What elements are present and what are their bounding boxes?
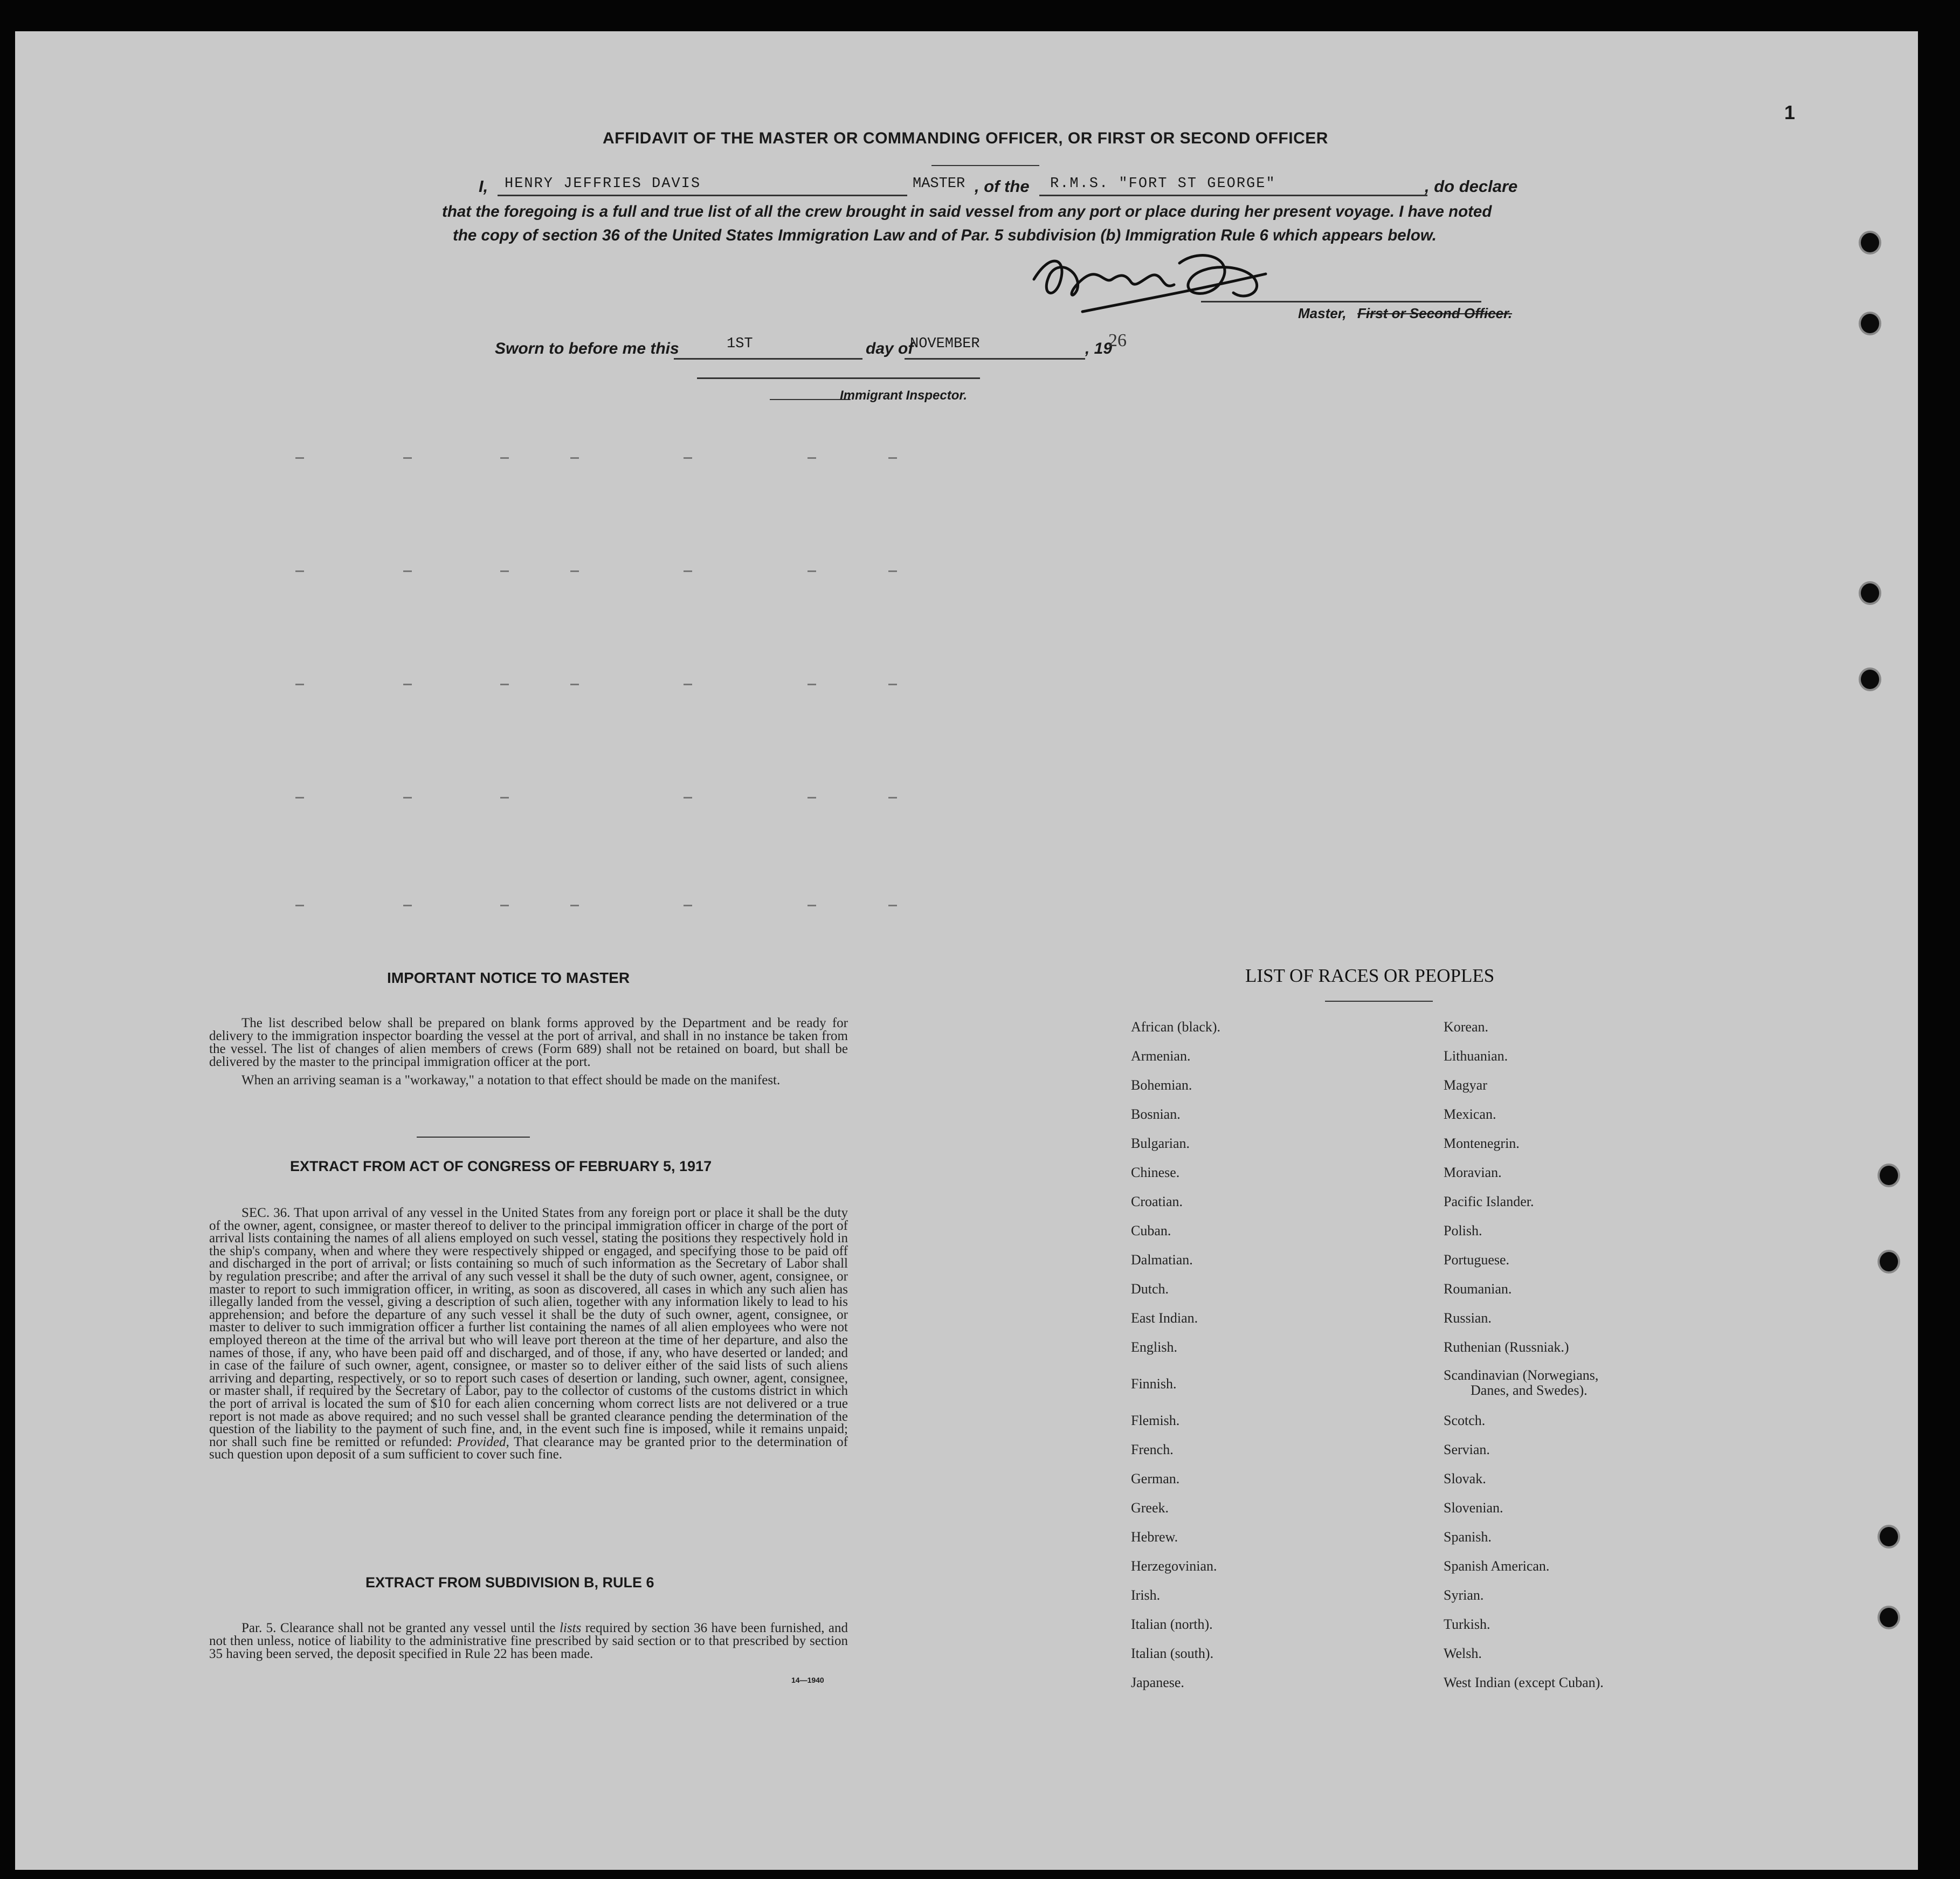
signature-underline (1201, 301, 1481, 302)
race-left-item: Bosnian. (1131, 1106, 1181, 1122)
race-right-item: Mexican. (1444, 1106, 1496, 1122)
month-value: NOVEMBER (910, 336, 980, 352)
vessel-name-value: R.M.S. "FORT ST GEORGE" (1050, 176, 1276, 192)
declaration-line-3: the copy of section 36 of the United States Immigration Law and of Par. 5 subdivision (b) Immigration Rule 6 which appears below. (453, 226, 1437, 244)
declaration-line-2: that the foregoing is a full and true list of all the crew brought in said vessel from any port or place during her present voyage. I have noted (442, 203, 1492, 221)
race-right-item: Pacific Islander. (1444, 1194, 1534, 1209)
race-left-item: Hebrew. (1131, 1529, 1178, 1545)
extract-rule-heading: EXTRACT FROM SUBDIVISION B, RULE 6 (365, 1574, 654, 1591)
par5-text-end: required by section 36 have been furnished, and not then unless, notice of liability to the administrative fine prescribed by said section or to that prescribed by section 35 having been served, the deposit specified in Rule 22 has been made. (209, 1621, 848, 1661)
binder-hole (1859, 581, 1881, 605)
race-right-item: Magyar (1444, 1077, 1487, 1093)
race-left-item: East Indian. (1131, 1310, 1198, 1326)
race-right-item: Spanish American. (1444, 1558, 1550, 1574)
race-left-item: Japanese. (1131, 1675, 1184, 1690)
binder-hole (1859, 667, 1881, 691)
master-name-value: HENRY JEFFRIES DAVIS (505, 176, 701, 192)
form-number: 14—1940 (791, 1676, 824, 1684)
inspector-label: Immigrant Inspector. (840, 388, 968, 403)
race-right-item: Slovak. (1444, 1471, 1486, 1486)
race-right-item: Lithuanian. (1444, 1048, 1508, 1064)
page-number: 1 (1784, 101, 1796, 123)
binder-hole (1859, 312, 1881, 335)
race-left-item: Herzegovinian. (1131, 1558, 1217, 1574)
races-heading-rule (1325, 1001, 1433, 1002)
race-left-item: English. (1131, 1339, 1177, 1355)
race-left-item: Greek. (1131, 1500, 1169, 1516)
document-page (15, 31, 1918, 1870)
races-heading: LIST OF RACES OR PEOPLES (1245, 965, 1495, 986)
rank-value: MASTER (913, 176, 965, 192)
section-36-text: SEC. 36. That upon arrival of any vessel in the United States from any foreign port or place it shall be the duty of the owner, agent, consignee, or master thereof to deliver to the principal immigration officer in charge of the port of arrival lists containing the names of all aliens employed on such vessel, stating the positions they respectively hold in the ship's company, when and where they were respectively shipped or engaged, and specifying those to be paid off and discharged in the port of arrival; or lists containing so much of such information as the Secretary of Labor shall by regulation prescribe; and after the arrival of any such vessel it shall be the duty of such owner, agent, consignee, or master to report to such immigration officer, in writing, as soon as discovered, all cases in which any such alien has illegally landed from the vessel, giving a description of such alien, together with any information likely to lead to his apprehension; and before the departure of any such vessel it shall be the duty of such owner, agent, consignee, or master to deliver to such immigration officer a further list containing the names of all alien employees who were not employed thereon at the time of the arrival but who will leave port thereon at the time of her departure, and also the names of those, if any, who have been paid off and discharged, and of those, if any, who have deserted or landed; and in case of the failure of such owner, agent, consignee, or master so to deliver either of the said lists of such aliens arriving and departing, respectively, or so to report such cases of desertion or landing, such owner, agent, consignee, or master shall, if required by the Secretary of Labor, pay to the collector of customs of the customs district in which the port of arrival is located the sum of $10 for each alien concerning whom correct lists are not delivered or a true report is not made as above required; and no such vessel shall be granted clearance pending the determination of the question of the liability to the payment of such fine, and, in the event such fine is imposed, while it remains unpaid; nor shall such fine be remitted or refunded: (209, 1206, 848, 1449)
race-right-item: Polish. (1444, 1223, 1482, 1238)
lists-word: lists (559, 1621, 582, 1635)
race-left-item: Italian (south). (1131, 1646, 1214, 1661)
race-left-item: Dutch. (1131, 1281, 1169, 1297)
race-left-item: French. (1131, 1442, 1174, 1457)
proviso-word: Provided, (457, 1434, 509, 1449)
race-left-item: Chinese. (1131, 1165, 1180, 1180)
master-label: Master, (1298, 305, 1347, 321)
day-value: 1ST (727, 336, 753, 352)
race-right-item: Servian. (1444, 1442, 1490, 1457)
binder-hole (1878, 1164, 1900, 1187)
sworn-label: Sworn to before me this (495, 340, 679, 357)
race-right-item: Moravian. (1444, 1165, 1502, 1180)
race-left-item: German. (1131, 1471, 1180, 1486)
race-right-item-continued: Danes, and Swedes). (1471, 1382, 1588, 1398)
race-left-item: Finnish. (1131, 1376, 1177, 1392)
extract-rule-text (209, 1622, 848, 1663)
struck-officer-label: First or Second Officer. (1357, 305, 1513, 321)
year-value: 26 (1108, 331, 1127, 350)
extract-act-text (209, 1207, 848, 1463)
binder-hole (1878, 1250, 1900, 1274)
race-left-item: Bohemian. (1131, 1077, 1192, 1093)
name-underline (498, 195, 907, 196)
race-left-item: Armenian. (1131, 1048, 1191, 1064)
vessel-underline (1039, 195, 1427, 196)
binder-hole (1859, 231, 1881, 254)
race-right-item: Scandinavian (Norwegians, (1444, 1367, 1599, 1383)
race-left-item: Bulgarian. (1131, 1135, 1190, 1151)
inspector-short-rule (770, 399, 851, 400)
race-left-item: Cuban. (1131, 1223, 1171, 1238)
do-declare-label: , do declare (1425, 177, 1518, 196)
race-right-item: Syrian. (1444, 1587, 1484, 1603)
race-left-item: African (black). (1131, 1019, 1221, 1035)
race-right-item: Turkish. (1444, 1616, 1490, 1632)
binder-hole (1878, 1525, 1900, 1548)
race-left-item: Dalmatian. (1131, 1252, 1193, 1268)
par5-text-start: Par. 5. Clearance shall not be granted any vessel until the (241, 1621, 556, 1635)
race-left-item: Flemish. (1131, 1413, 1180, 1428)
day-of-label: day of (866, 340, 914, 357)
of-the-label: , of the (975, 177, 1030, 196)
extract-act-heading: EXTRACT FROM ACT OF CONGRESS OF FEBRUARY 5, 1917 (290, 1158, 712, 1174)
master-signature (1018, 242, 1298, 339)
race-right-item: Welsh. (1444, 1646, 1482, 1661)
race-left-item: Croatian. (1131, 1194, 1183, 1209)
race-right-item: Portuguese. (1444, 1252, 1510, 1268)
race-right-item: West Indian (except Cuban). (1444, 1675, 1604, 1690)
race-left-item: Irish. (1131, 1587, 1161, 1603)
i-label: I, (479, 177, 488, 196)
inspector-signature-line (697, 377, 980, 379)
year-prefix: , 19 (1085, 340, 1113, 357)
race-right-item: Ruthenian (Russniak.) (1444, 1339, 1569, 1355)
race-right-item: Slovenian. (1444, 1500, 1503, 1516)
section-36-text-end: That clearance may be granted prior to the determination of such question upon deposit of a sum sufficient to cover such fine. (209, 1434, 848, 1462)
race-right-item: Spanish. (1444, 1529, 1492, 1545)
month-underline (905, 358, 1085, 360)
affidavit-title: AFFIDAVIT OF THE MASTER OR COMMANDING OFFICER, OR FIRST OR SECOND OFFICER (603, 129, 1328, 147)
race-left-item: Italian (north). (1131, 1616, 1213, 1632)
race-right-item: Montenegrin. (1444, 1135, 1520, 1151)
notice-heading: IMPORTANT NOTICE TO MASTER (387, 969, 630, 986)
race-right-item: Russian. (1444, 1310, 1492, 1326)
notice-text (209, 1017, 848, 1089)
notice-paragraph-2: When an arriving seaman is a "workaway," a notation to that effect should be made on the manifest. (241, 1073, 781, 1088)
title-rule (931, 165, 1039, 166)
race-right-item: Korean. (1444, 1019, 1489, 1035)
notice-paragraph-1: The list described below shall be prepared on blank forms approved by the Department and be ready for delivery to the immigration inspector boarding the vessel at the port of arrival, and shall in no instance be taken from the vessel. The list of changes of alien members of crews (Form 689) shall not be retained on board, but shall be delivered by the master to the principal immigration officer at the port. (209, 1016, 848, 1069)
race-right-item: Scotch. (1444, 1413, 1486, 1428)
notice-rule (417, 1137, 530, 1138)
binder-hole (1878, 1606, 1900, 1629)
race-right-item: Roumanian. (1444, 1281, 1512, 1297)
day-underline (674, 358, 862, 360)
